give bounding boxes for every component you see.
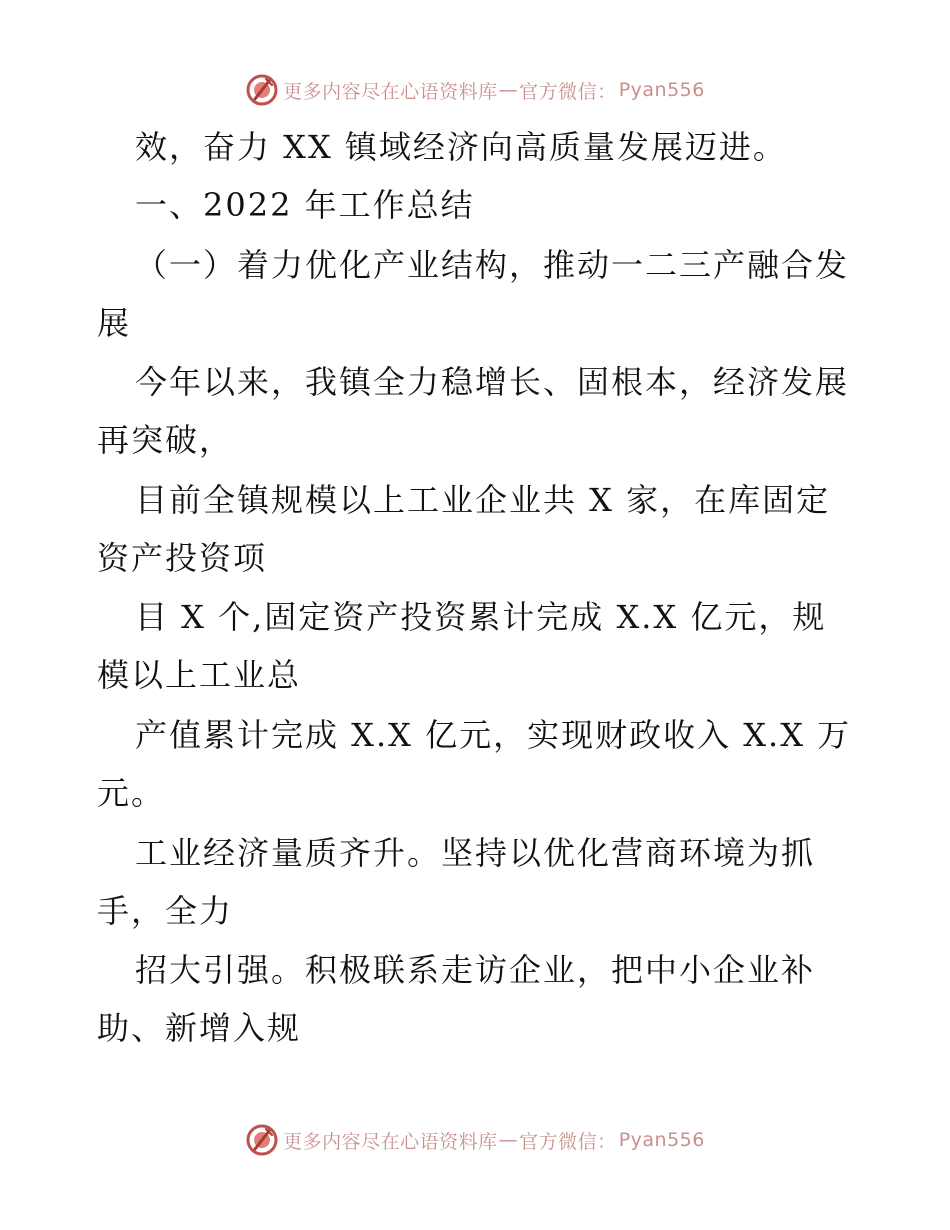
- watermark-brand: 更多内容尽在心语资料库: [283, 80, 498, 103]
- paragraph-5: 产值累计完成 X.X 亿元，实现财政收入 X.X 万元。: [97, 716, 852, 812]
- footer-watermark: [0, 1122, 950, 1158]
- red-seal-logo-icon: [245, 1123, 279, 1157]
- subsection-heading: （一）着力优化产业结构，推动一二三产融合发展: [97, 246, 850, 342]
- watermark-dash: —: [498, 1129, 519, 1151]
- watermark-wechat-id: Pyan556: [618, 79, 705, 101]
- watermark-brand: 更多内容尽在心语资料库: [283, 1130, 498, 1153]
- watermark-wechat-label: 官方微信：: [519, 80, 617, 103]
- watermark-wechat-label: 官方微信：: [519, 1130, 617, 1153]
- paragraph-3: 目前全镇规模以上工业企业共 X 家，在库固定资产投资项: [97, 481, 831, 577]
- red-seal-logo-icon: [245, 73, 279, 107]
- paragraph-1: 效，奋力 XX 镇域经济向高质量发展迈进。: [135, 128, 787, 166]
- section-heading: 一、2022 年工作总结: [135, 186, 475, 224]
- paragraph-7: 招大引强。积极联系走访企业，把中小企业补助、新增入规: [97, 951, 816, 1047]
- paragraph-6: 工业经济量质齐升。坚持以优化营商环境为抓手，全力: [97, 834, 816, 930]
- watermark-dash: —: [498, 79, 519, 101]
- watermark-wechat-id: Pyan556: [618, 1129, 705, 1151]
- paragraph-2: 今年以来，我镇全力稳增长、固根本，经济发展再突破，: [97, 363, 850, 459]
- header-watermark: [0, 72, 950, 108]
- paragraph-4: 目 X 个,固定资产投资累计完成 X.X 亿元，规模以上工业总: [97, 598, 827, 694]
